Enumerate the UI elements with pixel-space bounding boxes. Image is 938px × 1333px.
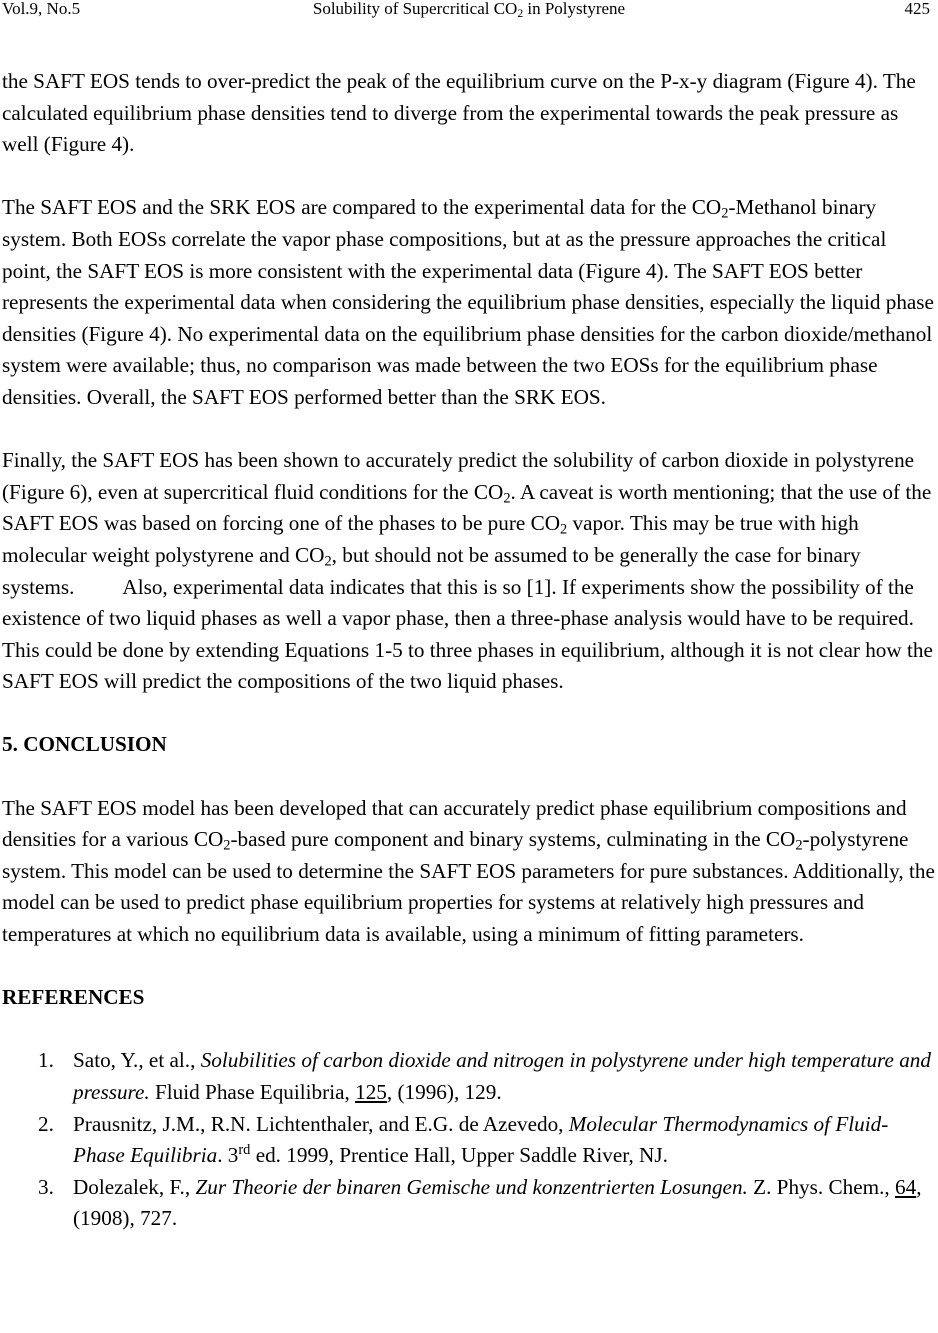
reference-item-1: 1. Sato, Y., et al., Solubilities of carbon dioxide and nitrogen in polystyrene under high temperature and pressure. Fluid Phase Equilibria, 125, (1996), 129.: [38, 1048, 931, 1104]
paragraph-3: Finally, the SAFT EOS has been shown to accurately predict the solubility of carbon dioxide in polystyrene (Figure 6), even at supercritical fluid conditions for the $CO_2$. A caveat is worth mentioning; that the use of the SAFT EOS was based on forcing one of the phases to be pure $CO_2$ vapor. This may be true with high molecular weight polystyrene and $CO_2$, but should not be assumed to be generally the case for binary systems. Also, experimental data indicates that this is so [1]. If experiments show the possibility of the existence of two liquid phases as well a vapor phase, then a three-phase analysis would have to be required. This could be done by extending Equations 1-5 to three phases in equilibrium, although it is not clear how the SAFT EOS will predict the compositions of the two liquid phases.: [2, 448, 933, 694]
references-heading: REFERENCES: [2, 985, 145, 1010]
header-volume: Vol.9, No.5: [2, 0, 81, 18]
reference-item-2: 2. Prausnitz, J.M., R.N. Lichtenthaler, and E.G. de Azevedo, Molecular Thermodynamics of Fluid-Phase Equilibria. 3rd ed. 1999, Prentice Hall, Upper Saddle River, NJ.: [38, 1111, 889, 1168]
paragraph-1: the SAFT EOS tends to over-predict the peak of the equilibrium curve on the P-x-y diagram (Figure 4). The calculated equilibrium phase densities tend to diverge from the experimental towards the peak pressure as well (Figure 4).: [2, 69, 916, 157]
references-list: [2, 1045, 936, 1235]
running-header: [0, 0, 938, 22]
paragraph-2: The SAFT EOS and the SRK EOS are compared to the experimental data for the $CO_2$-Methanol binary system. Both EOSs correlate the vapor phase compositions, but at as the pressure approaches the critical point, the SAFT EOS is more consistent with the experimental data (Figure 4). The SAFT EOS better represents the experimental data when considering the equilibrium phase densities, especially the liquid phase densities (Figure 4). No experimental data on the equilibrium phase densities for the carbon dioxide/methanol system were available; thus, no comparison was made between the two EOSs for the equilibrium phase densities. Overall, the SAFT EOS performed better than the SRK EOS.: [2, 195, 934, 409]
reference-item-3: 3. Dolezalek, F., Zur Theorie der binaren Gemische und konzentrierten Losungen. Z. Phys. Chem., 64, (1908), 727.: [38, 1174, 922, 1231]
conclusion-paragraph: The SAFT EOS model has been developed that can accurately predict phase equilibrium compositions and densities for a various $CO_2$-based pure component and binary systems, culminating in the $CO_2$-polystyrene system. This model can be used to determine the SAFT EOS parameters for pure substances. Additionally, the model can be used to predict phase equilibrium properties for systems at relatively high pressures and temperatures at which no equilibrium data is available, using a minimum of fitting parameters.: [2, 795, 935, 947]
body-text: [2, 66, 936, 1235]
header-page-number: 425: [904, 0, 930, 18]
header-title: Solubility of Supercritical $CO_2$ in Polystyrene: [312, 0, 626, 20]
conclusion-heading: 5. CONCLUSION: [2, 732, 167, 757]
